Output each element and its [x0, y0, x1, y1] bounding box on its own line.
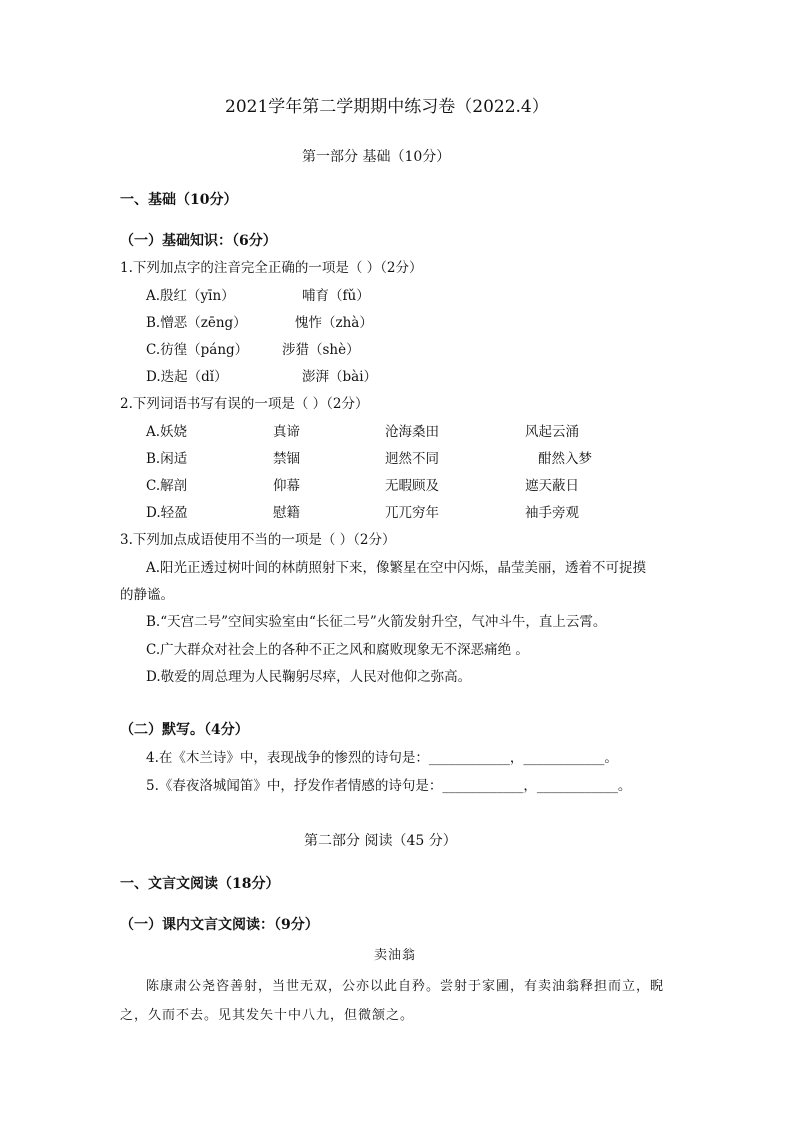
question-3-stem: 3.下列加点成语使用不当的一项是（ ）（2分） — [120, 532, 396, 548]
q2-option-b-4: 酣然入梦 — [538, 451, 592, 467]
q3-option-d: D.敬爱的周总理为人民鞠躬尽瘁，人民对他仰之弥高。 — [146, 669, 472, 685]
page-title: 2021学年第二学期期中练习卷（2022.4） — [225, 97, 549, 117]
q2-option-a-3: 沧海桑田 — [385, 424, 439, 440]
q3-option-b: B.“天宫二号”空间实验室由“长征二号”火箭发射升空，气冲斗牛，直上云霄。 — [146, 614, 607, 630]
q2-option-b-2: 禁锢 — [273, 451, 300, 467]
q2-option-d-4: 袖手旁观 — [525, 505, 579, 521]
subsection-in-class-reading: （一）课内文言文阅读：（9分） — [120, 917, 319, 933]
section-heading-classical-reading: 一、文言文阅读（18分） — [120, 876, 280, 892]
q1-option-c-word1: C.彷徨（páng） — [146, 342, 249, 358]
subsection-basic-knowledge: （一）基础知识：（6分） — [120, 233, 277, 249]
q2-option-a-1: A.妖娆 — [146, 424, 188, 440]
passage-title: 卖油翁 — [374, 947, 417, 962]
question-4: 4.在《木兰诗》中，表现战争的惨烈的诗句是：____________，____________。 — [146, 750, 618, 766]
section-heading-basics: 一、基础（10分） — [120, 192, 238, 208]
q1-option-d-word1: D.迭起（dǐ） — [146, 369, 228, 385]
q2-option-b-3: 迥然不同 — [385, 451, 439, 467]
subsection-dictation: （二）默写。（4分） — [120, 722, 249, 738]
passage-line-1: 陈康肃公尧咨善射，当世无双，公亦以此自矜。尝射于家圃，有卖油翁释担而立，睨 — [146, 978, 665, 993]
question-2-stem: 2.下列词语书写有误的一项是（ ）（2分） — [120, 396, 369, 412]
q2-option-c-2: 仰幕 — [273, 478, 300, 494]
q1-option-a-word2: 哺育（fǔ） — [302, 288, 370, 304]
q1-option-a-word1: A.殷红（yīn） — [146, 288, 235, 304]
question-1-stem: 1.下列加点字的注音完全正确的一项是（ ）（2分） — [120, 260, 423, 276]
part1-title: 第一部分 基础（10分） — [302, 149, 451, 165]
q3-option-a-line1: A.阳光正透过树叶间的林荫照射下来，像繁星在空中闪烁，晶莹美丽，透着不可捉摸 — [146, 560, 647, 576]
q2-option-c-1: C.解剖 — [146, 478, 188, 494]
passage-line-2: 之，久而不去。见其发矢十中八九，但微颔之。 — [120, 1007, 415, 1022]
q3-option-a-line2: 的静谧。 — [120, 587, 174, 603]
q2-option-c-3: 无暇顾及 — [385, 478, 439, 494]
q1-option-d-word2: 澎湃（bài） — [302, 369, 378, 385]
q2-option-d-3: 兀兀穷年 — [385, 505, 439, 521]
q1-option-b-word1: B.憎恶（zēng） — [146, 315, 247, 331]
q2-option-a-4: 风起云涌 — [525, 424, 579, 440]
q1-option-c-word2: 涉猎（shè） — [282, 342, 360, 358]
q2-option-a-2: 真谛 — [273, 424, 300, 440]
part2-title: 第二部分 阅读（45 分） — [304, 833, 457, 849]
q2-option-b-1: B.闲适 — [146, 451, 188, 467]
q1-option-b-word2: 愧怍（zhà） — [295, 315, 373, 331]
q2-option-d-1: D.轻盈 — [146, 505, 188, 521]
q2-option-c-4: 遮天蔽日 — [525, 478, 579, 494]
q3-option-c: C.广大群众对社会上的各种不正之风和腐败现象无不深恶痛绝 。 — [146, 642, 529, 658]
q2-option-d-2: 慰籍 — [273, 505, 300, 521]
question-5: 5.《春夜洛城闻笛》中，抒发作者情感的诗句是：____________，____________。 — [146, 778, 632, 794]
